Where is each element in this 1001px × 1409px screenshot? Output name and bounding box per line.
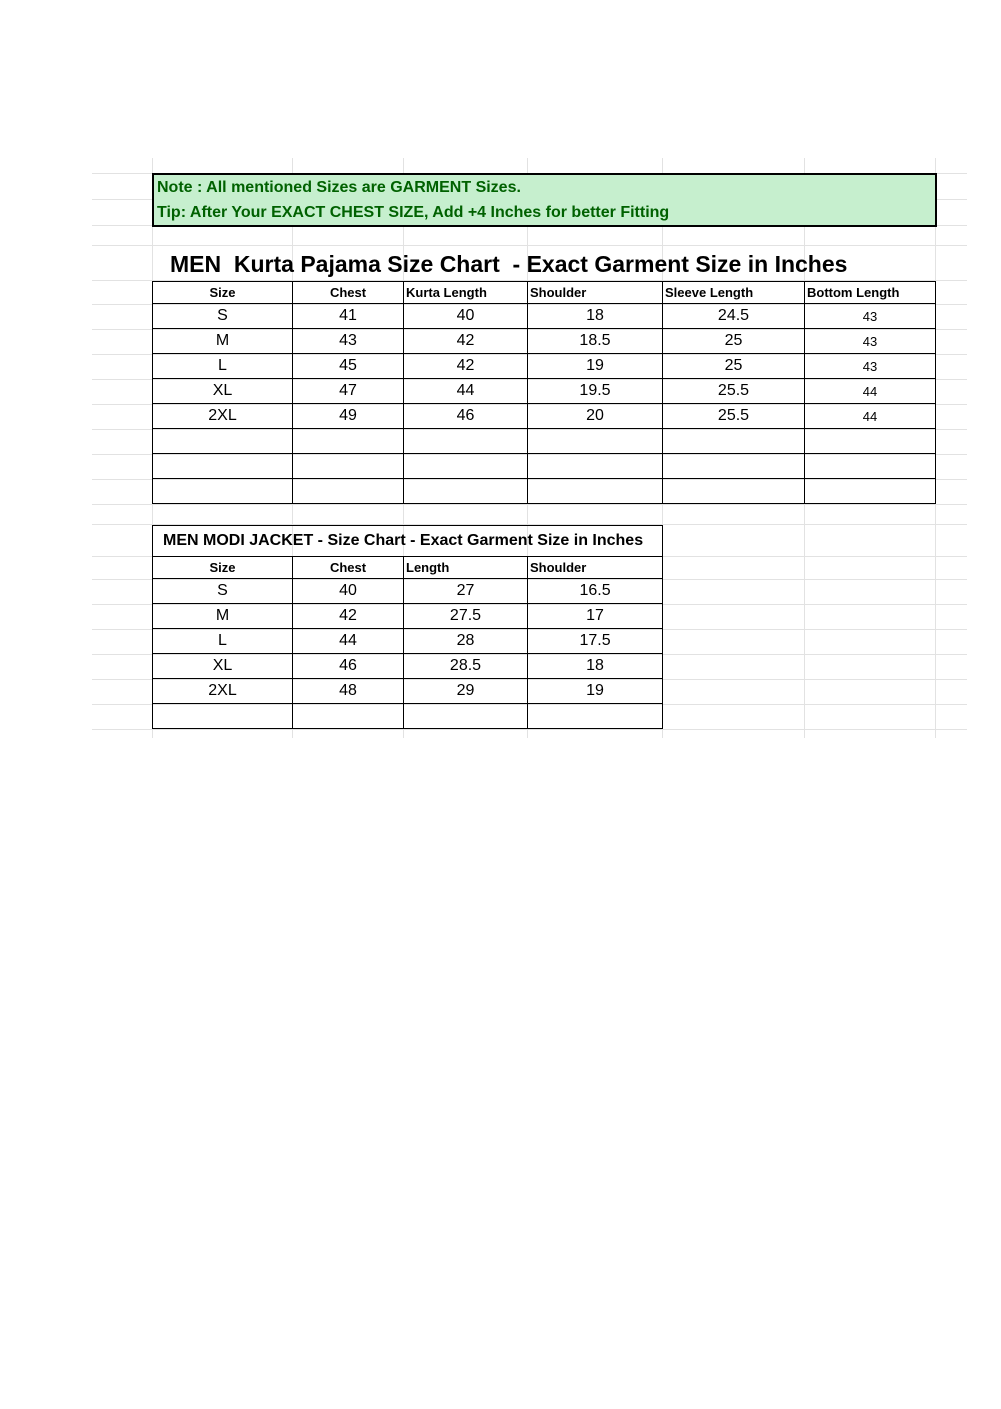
table-cell: 25 [663,329,805,354]
table-cell: 17 [528,604,663,629]
table-cell [528,704,663,729]
table-cell: 16.5 [528,579,663,604]
table-cell [153,429,293,454]
table-cell: 48 [293,679,404,704]
table-cell: S [153,304,293,329]
table-cell [663,479,805,504]
table-cell: 46 [404,404,528,429]
table-cell: 42 [404,329,528,354]
empty-row [153,704,663,729]
table-row [153,679,663,704]
table-cell [528,479,663,504]
table-cell [404,479,528,504]
table-cell [805,429,936,454]
table-cell [293,454,404,479]
table-cell [663,429,805,454]
table-cell: 43 [805,329,936,354]
table-cell [404,429,528,454]
table-cell: M [153,329,293,354]
table-cell [153,479,293,504]
table-cell: 18 [528,304,663,329]
table-row [153,304,936,329]
table-cell [293,704,404,729]
table-row [153,629,663,654]
table-header-row [153,557,663,579]
header-cell: Length [404,557,528,579]
table-cell: 18 [528,654,663,679]
table-cell: 2XL [153,404,293,429]
table-cell: M [153,604,293,629]
table-row [153,329,936,354]
table-cell: 29 [404,679,528,704]
table-row [153,654,663,679]
table-cell [663,454,805,479]
table-cell: 40 [293,579,404,604]
table-cell: 44 [805,404,936,429]
table-cell [293,429,404,454]
table-cell: 44 [293,629,404,654]
table-cell: 20 [528,404,663,429]
table-cell: 19 [528,679,663,704]
table-cell: 28 [404,629,528,654]
kurta-chart-title: MEN Kurta Pajama Size Chart - Exact Garment Size in Inches [170,251,848,277]
note-line: Note : All mentioned Sizes are GARMENT Sizes. [157,179,521,196]
table-row [153,379,936,404]
table-cell: 42 [293,604,404,629]
table-cell [528,454,663,479]
table-cell [805,454,936,479]
table-cell [805,479,936,504]
table-cell: 47 [293,379,404,404]
table-cell: 41 [293,304,404,329]
table-cell: 24.5 [663,304,805,329]
table-cell: 45 [293,354,404,379]
table-cell: 43 [805,304,936,329]
header-cell: Bottom Length [805,282,936,304]
table-cell: 2XL [153,679,293,704]
table-row [153,579,663,604]
table-cell [528,429,663,454]
table-cell: 25.5 [663,379,805,404]
table-cell [293,479,404,504]
header-cell: Chest [293,557,404,579]
table-cell: XL [153,654,293,679]
header-cell: Chest [293,282,404,304]
jacket-chart-title: MEN MODI JACKET - Size Chart - Exact Garment Size in Inches [153,526,663,557]
header-cell: Shoulder [528,282,663,304]
gridline [92,245,967,246]
header-cell: Kurta Length [404,282,528,304]
table-cell: 43 [805,354,936,379]
gridline [92,504,967,505]
table-cell: 27.5 [404,604,528,629]
table-cell: L [153,354,293,379]
table-cell: 44 [805,379,936,404]
note-box [152,173,937,227]
table-cell [153,704,293,729]
table-cell: 42 [404,354,528,379]
table-cell: 46 [293,654,404,679]
header-cell: Size [153,557,293,579]
table-cell: 18.5 [528,329,663,354]
table-cell [153,454,293,479]
table-row [153,604,663,629]
table-cell: 49 [293,404,404,429]
empty-row [153,429,936,454]
table-row [153,354,936,379]
table-cell: 25 [663,354,805,379]
table-cell [404,704,528,729]
header-cell: Size [153,282,293,304]
table-cell: 27 [404,579,528,604]
table-header-row [153,282,936,304]
table-cell: L [153,629,293,654]
table-cell: 19 [528,354,663,379]
kurta-size-table [152,281,936,504]
empty-row [153,454,936,479]
empty-row [153,479,936,504]
header-cell: Shoulder [528,557,663,579]
tip-line: Tip: After Your EXACT CHEST SIZE, Add +4 Inches for better Fitting [157,204,670,221]
table-row [153,404,936,429]
table-cell: 28.5 [404,654,528,679]
table-cell: XL [153,379,293,404]
table-cell [404,454,528,479]
jacket-title-row [153,526,663,557]
table-cell: 40 [404,304,528,329]
header-cell: Sleeve Length [663,282,805,304]
table-cell: 19.5 [528,379,663,404]
jacket-size-table [152,525,663,729]
table-cell: 43 [293,329,404,354]
gridline [92,729,967,730]
table-cell: 25.5 [663,404,805,429]
table-cell: 17.5 [528,629,663,654]
table-cell: S [153,579,293,604]
table-cell: 44 [404,379,528,404]
